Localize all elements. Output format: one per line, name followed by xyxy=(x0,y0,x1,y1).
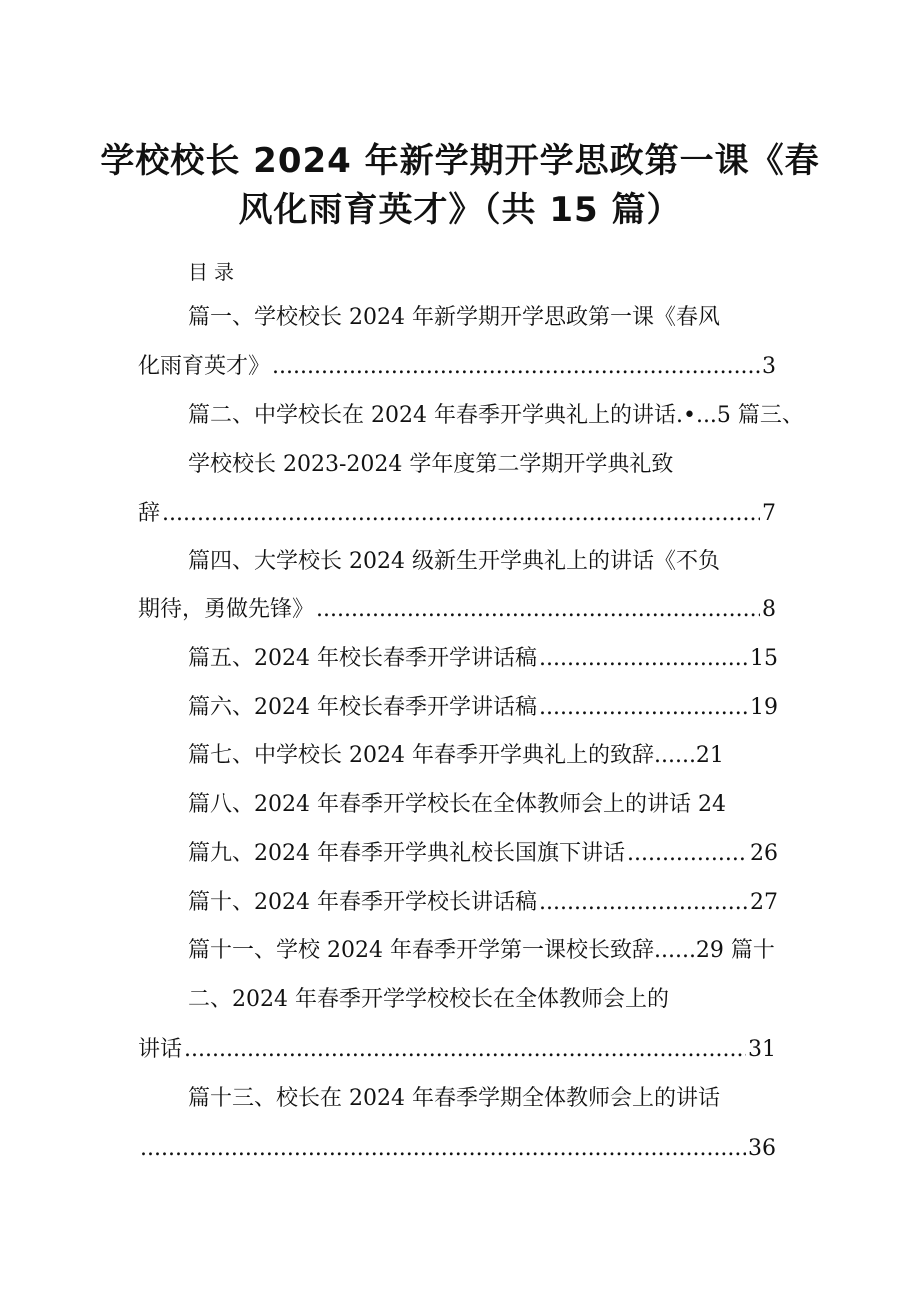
toc-entry[interactable] xyxy=(138,1034,776,1066)
toc-entry[interactable] xyxy=(138,498,776,530)
toc-page-number: 19 xyxy=(750,695,778,720)
toc-line[interactable]: 篇十三、校长在 2024 年春季学期全体教师会上的讲话 xyxy=(188,1086,720,1111)
document-title-line-2: 风化雨育英才》（共 15 篇） xyxy=(238,190,682,230)
toc-line[interactable]: 篇十一、学校 2024 年春季开学第一课校长致辞......29 篇十 xyxy=(188,938,775,963)
toc-page-number: 36 xyxy=(748,1136,776,1161)
toc-entry-label: 篇九、2024 年春季开学典礼校长国旗下讲话 xyxy=(188,841,625,866)
toc-heading: 目录 xyxy=(188,260,240,284)
toc-entry-label: 化雨育英才》 xyxy=(138,354,271,379)
toc-entry[interactable] xyxy=(138,594,776,626)
toc-leader-dots xyxy=(184,1034,746,1066)
toc-page-number: 31 xyxy=(748,1037,776,1062)
toc-leader-dots xyxy=(162,498,760,530)
toc-page-number: 26 xyxy=(750,841,778,866)
toc-line[interactable]: 篇八、2024 年春季开学校长在全体教师会上的讲话 24 xyxy=(188,792,726,817)
document-title-line-1: 学校校长 2024 年新学期开学思政第一课《春 xyxy=(100,141,820,181)
toc-page-number: 8 xyxy=(762,597,776,622)
toc-leader-dots xyxy=(316,594,760,626)
toc-leader-dots xyxy=(272,351,760,383)
toc-entry-label: 辞 xyxy=(138,501,161,526)
toc-page-number: 7 xyxy=(762,501,776,526)
toc-entry-label: 篇十、2024 年春季开学校长讲话稿 xyxy=(188,890,537,915)
toc-line[interactable]: 二、2024 年春季开学学校校长在全体教师会上的 xyxy=(188,987,669,1012)
toc-line[interactable]: 篇七、中学校长 2024 年春季开学典礼上的致辞......21 xyxy=(188,743,724,768)
toc-line[interactable]: 篇一、学校校长 2024 年新学期开学思政第一课《春风 xyxy=(188,305,720,330)
toc-page-number: 15 xyxy=(750,646,778,671)
toc-entry-label: 篇六、2024 年校长春季开学讲话稿 xyxy=(188,695,537,720)
toc-entry[interactable] xyxy=(188,838,778,870)
toc-entry[interactable] xyxy=(188,643,778,675)
toc-page-number: 3 xyxy=(762,354,776,379)
toc-entry[interactable] xyxy=(188,887,778,919)
toc-leader-dots xyxy=(539,692,748,724)
toc-leader-dots xyxy=(539,887,748,919)
toc-entry-label: 讲话 xyxy=(138,1037,183,1062)
toc-line[interactable]: 篇四、大学校长 2024 级新生开学典礼上的讲话《不负 xyxy=(188,549,720,574)
toc-line[interactable]: 篇二、中学校长在 2024 年春季开学典礼上的讲话.•...5 篇三、 xyxy=(188,403,804,428)
toc-entry[interactable] xyxy=(138,1133,776,1165)
toc-line[interactable]: 学校校长 2023-2024 学年度第二学期开学典礼致 xyxy=(188,452,674,477)
toc-page-number: 27 xyxy=(750,890,778,915)
toc-entry[interactable] xyxy=(138,351,776,383)
toc-entry-label: 篇五、2024 年校长春季开学讲话稿 xyxy=(188,646,537,671)
toc-leader-dots xyxy=(539,643,748,675)
toc-entry[interactable] xyxy=(188,692,778,724)
toc-leader-dots xyxy=(140,1133,746,1165)
toc-entry-label: 期待，勇做先锋》 xyxy=(138,597,315,622)
toc-leader-dots xyxy=(627,838,748,870)
